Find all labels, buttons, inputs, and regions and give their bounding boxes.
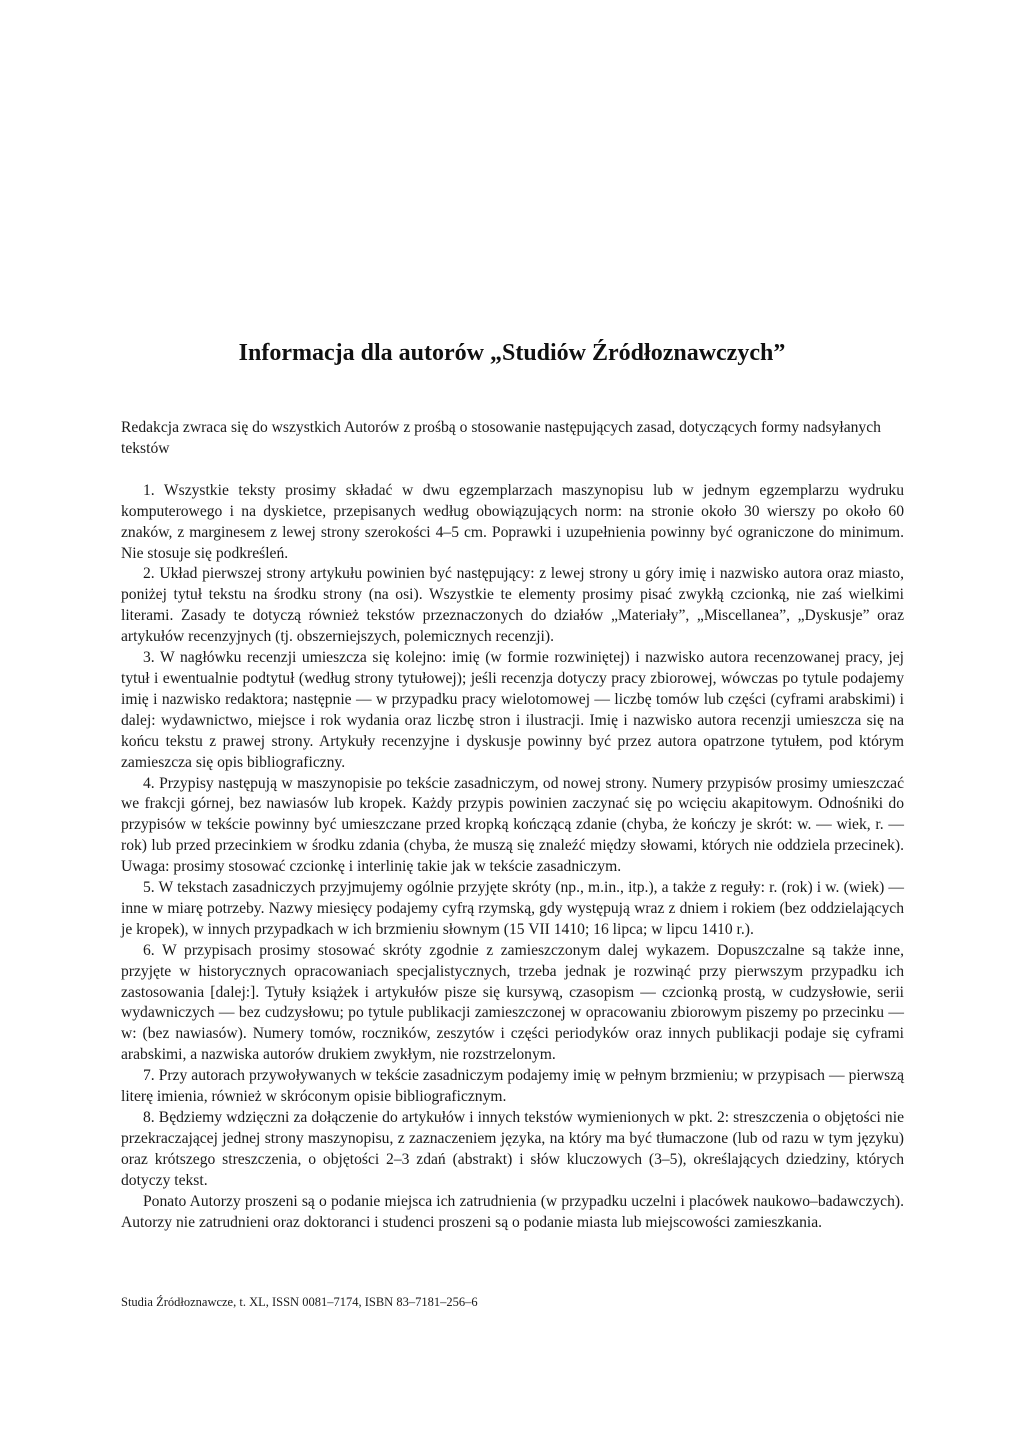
paragraph-1: 1. Wszystkie teksty prosimy składać w dwu egzemplarzach maszynopisu lub w jednym egzemplarzu wydruku komputerowego i na dyskietce, przepisanych według obowiązujących norm: na stronie około 30 wierszy po około 60 znaków, z marginesem z lewej strony szerokości 4–5 cm. Poprawki i uzupełnienia powinny być ograniczone do minimum. Nie stosuje się podkreśleń. [121,481,904,562]
paragraph-2: 2. Układ pierwszej strony artykułu powinien być następujący: z lewej strony u góry imię i nazwisko autora oraz miasto, poniżej tytuł tekstu na środku strony (na osi). Wszystkie te elementy prosimy pisać zwykłą czcionką, nie zaś wielkimi literami. Zasady te dotyczą również tekstów przeznaczonych do działów „Materiały”, „Miscellanea”, „Dyskusje” oraz artykułów recenzyjnych (tj. obszerniejszych, polemicznych recenzji). [121,565,904,646]
paragraph-7: 7. Przy autorach przywoływanych w tekście zasadniczym podajemy imię w pełnym brzmieniu; w przypisach — pierwszą literę imienia, również w skróconym opisie bibliograficznym. [121,1067,904,1106]
paragraph-8: 8. Będziemy wdzięczni za dołączenie do artykułów i innych tekstów wymienionych w pkt. 2: streszczenia o objętości nie przekraczającej jednej strony maszynopisu, z zaznaczeniem języka, na który ma być tłumaczone (lub od razu w tym języku) oraz krótszego streszczenia, o objętości 2–3 zdań (abstrakt) i słów kluczowych (3–5), określających dziedziny, których dotyczy tekst. [121,1109,904,1189]
paragraph-3: 3. W nagłówku recenzji umieszcza się kolejno: imię (w formie rozwiniętej) i nazwisko autora recenzowanej pracy, jej tytuł i ewentualnie podtytuł (według strony tytułowej); jeśli recenzja dotyczy pracy zbiorowej, wówczas po tytule podajemy imię i nazwisko redaktora; następnie — w przypadku pracy wielotomowej — liczbę tomów lub części (cyframi arabskimi) i dalej: wydawnictwo, miejsce i rok wydania oraz liczbę stron i ilustracji. Imię i nazwisko autora recenzji umieszcza się na końcu tekstu z prawej strony. Artykuły recenzyjne i dyskusje powinny być przez autora opatrzone tytułem, pod którym zamieszcza się opis bibliograficzny. [121,649,904,771]
paragraph-6: 6. W przypisach prosimy stosować skróty zgodnie z zamieszczonym dalej wykazem. Dopuszczalne są także inne, przyjęte w historycznych opracowaniach specjalistycznych, trzeba jednak je rozwinąć przy pierwszym przypadku ich zastosowania [dalej:]. Tytuły książek i artykułów pisze się kursywą, czasopism — czcionką prostą, w cudzysłowie, serii wydawniczych — bez cudzysłowu; po tytule publikacji zamieszczonej w opracowaniu zbiorowym piszemy po przecinku — w: (bez nawiasów). Numery tomów, roczników, zeszytów i części periodyków oraz innych publikacji podaje się cyframi arabskimi, a nazwiska autorów drukiem zwykłym, nie rozstrzelonym. [121,941,904,1064]
paragraph-4: 4. Przypisy następują w maszynopisie po tekście zasadniczym, od nowej strony. Numery przypisów prosimy umieszczać we frakcji górnej, bez nawiasów lub kropek. Każdy przypis powinien zaczynać się po wcięciu akapitowym. Odnośniki do przypisów w tekście powinny być umieszczane przed kropką kończącą zdanie (chyba, że kończy je skrót: w. — wiek, r. — rok) lub przed przecinkiem w środku zdania (chyba, że muszą się znaleźć między słowami, których nie oddziela przecinek). Uwaga: prosimy stosować czcionkę i interlinię takie jak w tekście zasadniczym. [121,774,904,876]
paragraph-5: 5. W tekstach zasadniczych przyjmujemy ogólnie przyjęte skróty (np., m.in., itp.), a także z reguły: r. (rok) i w. (wiek) — inne w miarę potrzeby. Nazwy miesięcy podajemy cyfrą rzymską, gdy występują wraz z dniem i rokiem (bez oddzielających je kropek), w innych przypadkach w ich brzmieniu słownym (15 VII 1410; 16 lipca; w lipcu 1410 r.). [121,879,904,938]
paragraph-closing: Ponato Autorzy proszeni są o podanie miejsca ich zatrudnienia (w przypadku uczelni i placówek naukowo–badawczych). Autorzy nie zatrudnieni oraz doktoranci i studenci proszeni są o podanie miasta lub miejscowości zamieszkania. [121,1192,904,1231]
intro-paragraph: Redakcja zwraca się do wszystkich Autorów z prośbą o stosowanie następujących zasad, dotyczących formy nadsyłanych tekstów [121,419,881,457]
page-title: Informacja dla autorów „Studiów Źródłoznawczych” [238,340,786,366]
page-footer: Studia Źródłoznawcze, t. XL, ISSN 0081–7174, ISBN 83–7181–256–6 [121,1295,478,1309]
document-body [121,418,904,1233]
